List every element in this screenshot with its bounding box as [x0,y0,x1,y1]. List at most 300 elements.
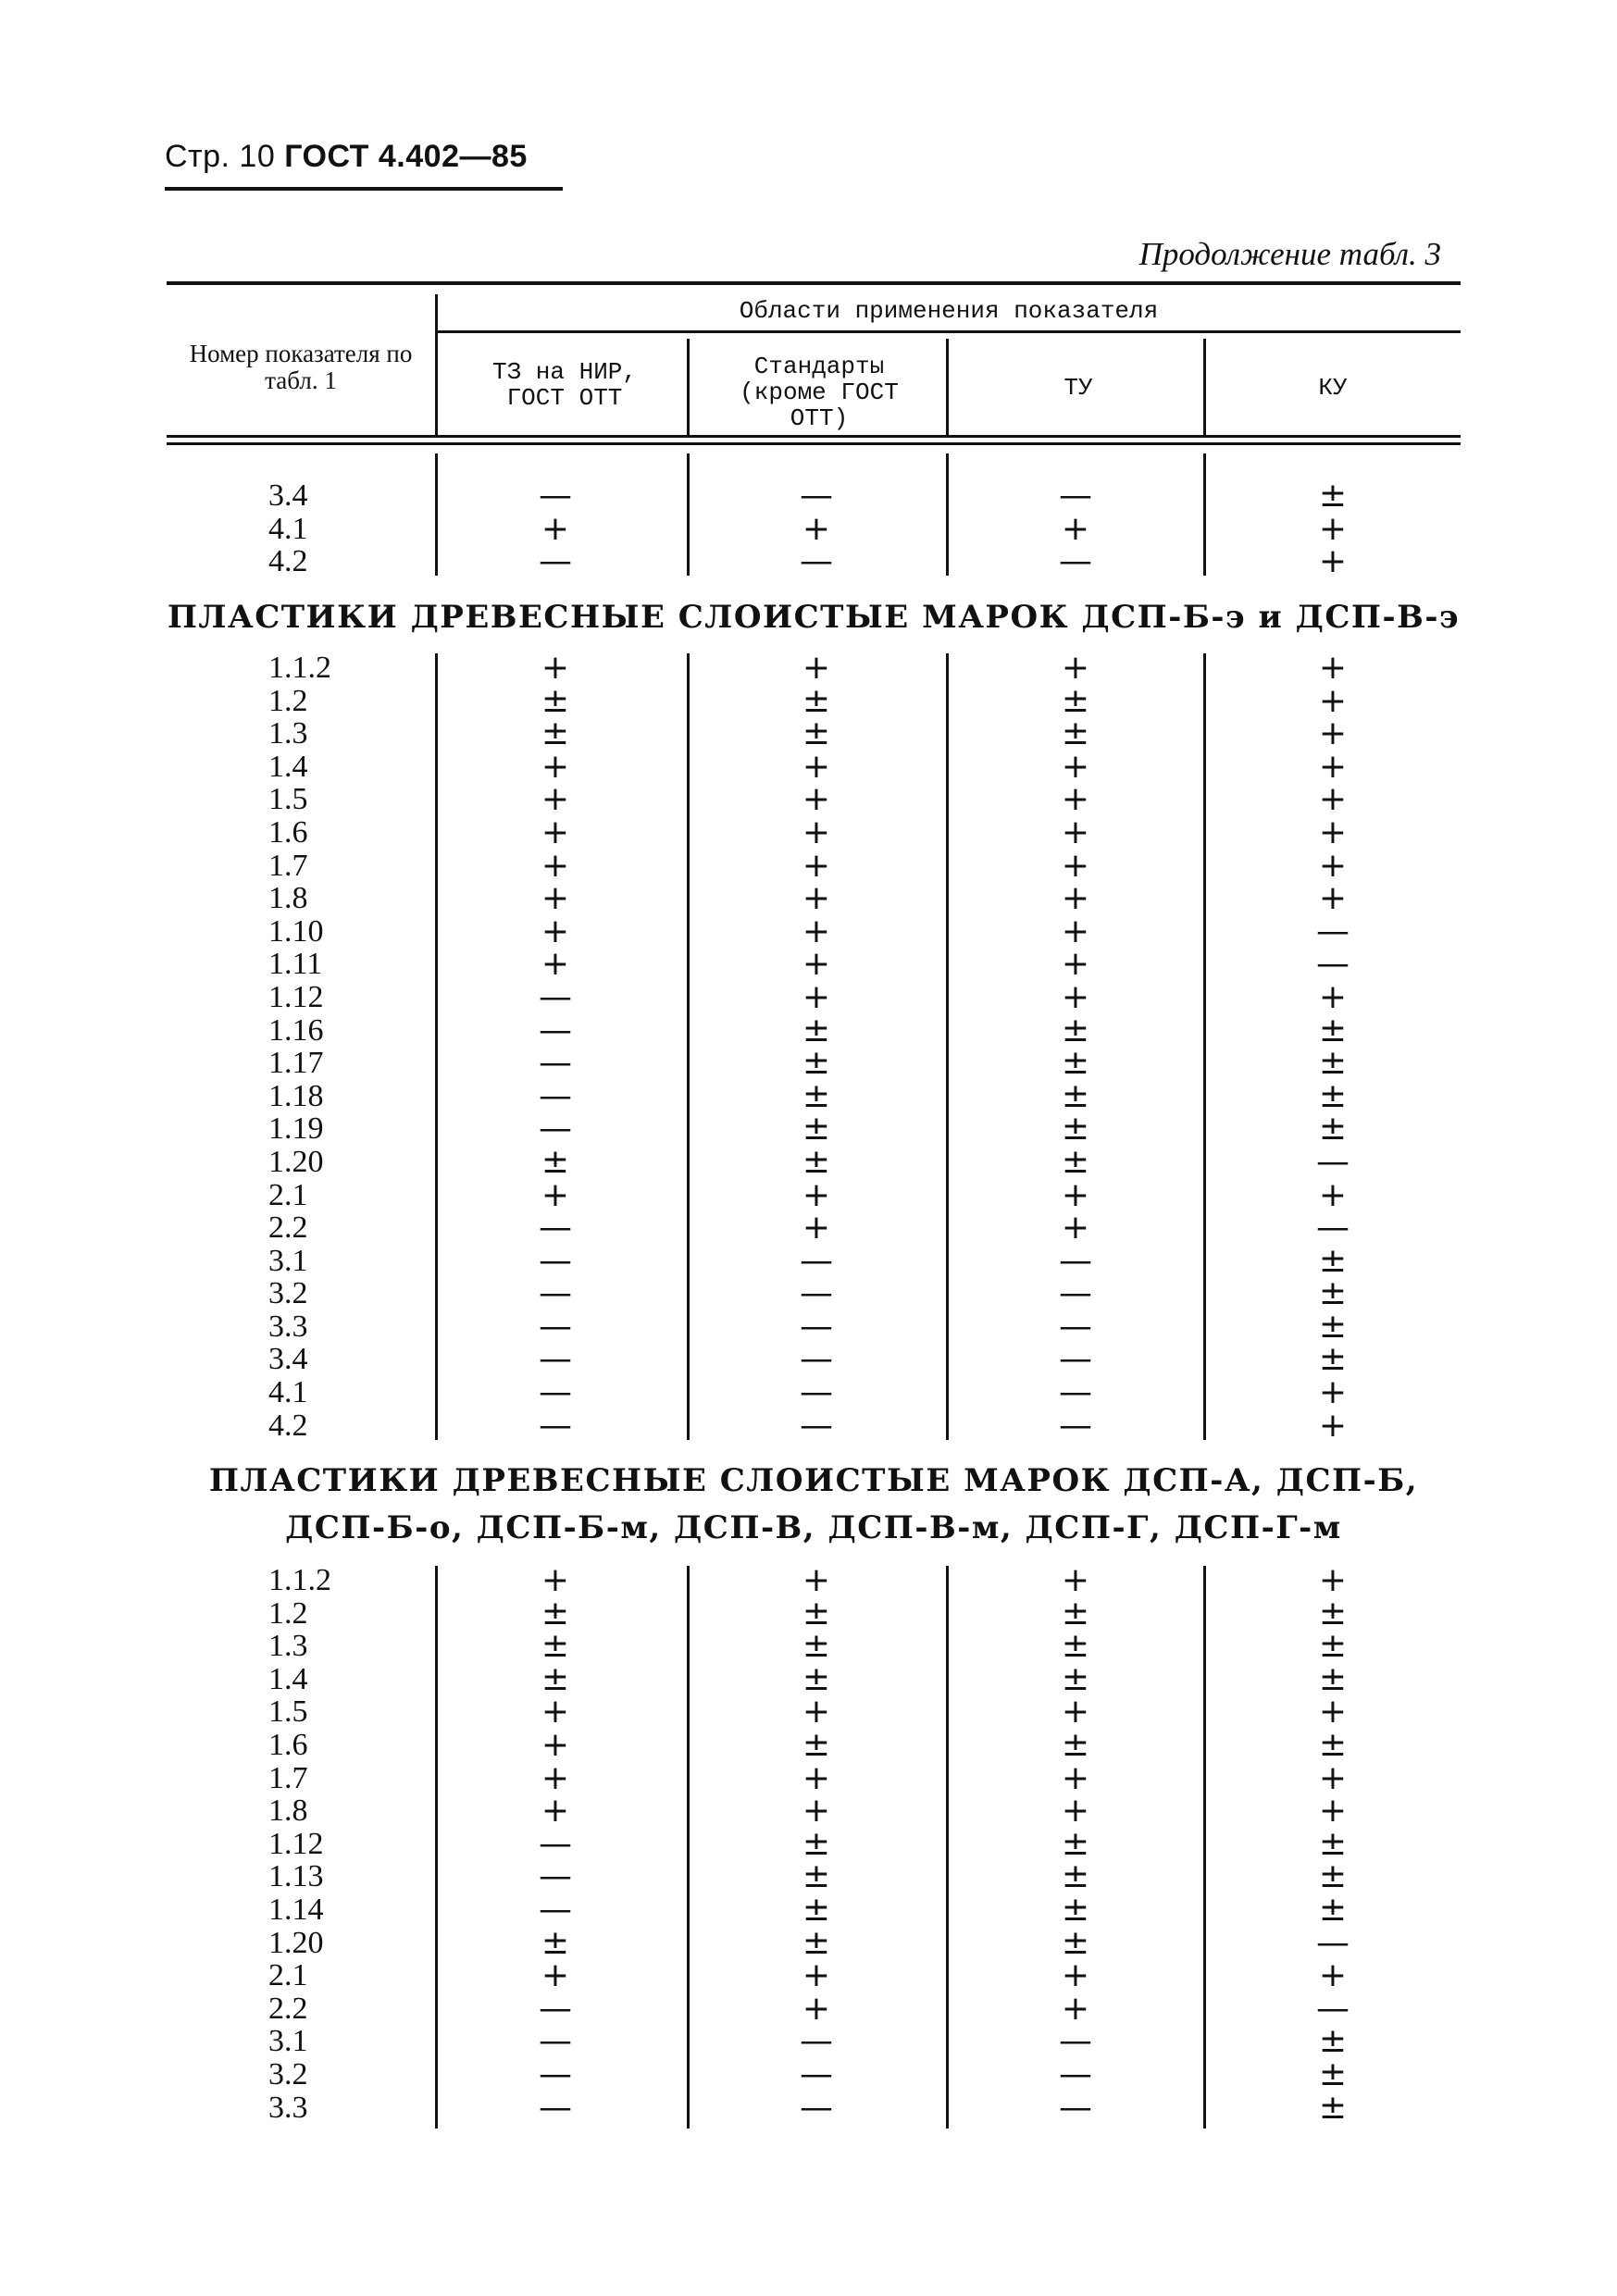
sec0-vline-4 [1203,453,1206,576]
value-tz: ± [541,1594,570,1632]
value-ku: + [1318,714,1348,753]
value-standards: + [802,813,831,851]
table-row [167,649,1461,687]
value-standards: — [800,1373,833,1412]
table-row [167,846,1461,885]
indicator-number: 1.3 [268,716,308,751]
section-dsp-be [167,649,1461,1445]
col-header-ku: КУ [1318,374,1348,402]
value-tz: + [541,813,570,851]
value-tu: ± [1061,1076,1090,1115]
section-title-dsp-be: ПЛАСТИКИ ДРЕВЕСНЫЕ СЛОИСТЫЕ МАРОК ДСП-Б-э и ДСП-В-э [167,599,1461,636]
table-row [167,1594,1461,1632]
value-tz: + [541,1693,570,1731]
indicator-number: 1.17 [268,1046,324,1081]
indicator-number: 1.10 [268,913,324,949]
value-standards: ± [802,1627,831,1666]
col-index-header: Номер показателя по табл. 1 [189,340,413,394]
value-tz: — [539,1241,572,1280]
value-tz: + [541,879,570,918]
value-tz: + [541,912,570,950]
value-ku: + [1318,977,1348,1016]
group-header: Области применения показателя [739,297,1159,325]
value-tz: — [539,977,572,1016]
sec0-vline-3 [946,453,949,576]
value-ku: ± [1318,1110,1348,1148]
table-row [167,1792,1461,1831]
indicator-number: 3.3 [268,1309,308,1344]
value-tz: + [541,1725,570,1764]
indicator-number: 1.14 [268,1892,324,1927]
value-tz: — [539,1307,572,1346]
col-header-standards: Стандарты (кроме ГОСТ ОТТ) [740,353,899,432]
value-standards: + [802,780,831,819]
value-ku: ± [1318,1824,1348,1863]
value-ku: — [1316,1989,1350,2028]
indicator-number: 1.5 [268,782,308,817]
value-tu: ± [1061,681,1090,720]
value-standards: + [802,1175,831,1214]
value-standards: ± [802,1824,831,1863]
indicator-number: 1.7 [268,1760,308,1795]
value-tz: ± [541,681,570,720]
value-ku: — [1316,912,1350,950]
indicator-number: 3.4 [268,1342,308,1377]
value-tu: + [1061,509,1090,548]
table-row [167,681,1461,720]
head-vline-2 [687,339,690,435]
indicator-number: 1.20 [268,1925,324,1960]
value-standards: + [802,1561,831,1599]
table-row [167,1112,1461,1146]
value-tz: + [541,1561,570,1599]
header-rule [165,187,563,191]
indicator-number: 1.1.2 [268,651,331,685]
value-tu: ± [1061,1890,1090,1929]
value-standards: + [802,945,831,984]
table-row [167,1044,1461,1083]
table-row [167,1890,1461,1929]
table-row [167,1011,1461,1049]
value-tu: — [1059,1406,1092,1445]
value-tu: ± [1061,1627,1090,1666]
indicator-number: 1.6 [268,1727,308,1762]
value-tu: + [1061,649,1090,687]
value-standards: ± [802,1594,831,1632]
value-ku: + [1318,879,1348,918]
table-row [167,1340,1461,1379]
value-ku: — [1316,1209,1350,1247]
indicator-number: 2.1 [268,1177,308,1212]
value-standards: ± [802,1011,831,1049]
value-tu: + [1061,1209,1090,1247]
indicator-number: 4.1 [268,511,308,546]
value-ku: + [1318,681,1348,720]
indicator-number: 2.1 [268,1958,308,1993]
col-header-tu: ТУ [1063,374,1093,402]
value-tz: — [539,1406,572,1445]
indicator-number: 1.2 [268,683,308,718]
table-top-rule [167,281,1461,285]
value-ku: ± [1318,1011,1348,1049]
value-tz: + [541,945,570,984]
value-ku: ± [1318,1890,1348,1929]
table-row [167,945,1461,984]
value-standards: ± [802,714,831,753]
value-tz: + [541,1175,570,1214]
sec2-vline-4 [1203,1566,1206,2128]
standard-code: ГОСТ 4.402—85 [284,139,528,174]
value-ku: ± [1318,1274,1348,1313]
table-row [167,542,1461,581]
value-tu: — [1059,1274,1092,1313]
table-row [167,879,1461,918]
indicator-number: 1.16 [268,1012,324,1048]
value-standards: — [800,1274,833,1313]
value-tu: — [1059,2022,1092,2061]
value-standards: + [802,1693,831,1731]
indicator-number: 1.4 [268,749,308,784]
value-tz: ± [541,714,570,753]
value-standards: + [802,1792,831,1831]
sec2-vline-3 [946,1566,949,2128]
table-row [167,1406,1461,1445]
value-tu: ± [1061,1659,1090,1698]
value-standards: + [802,1758,831,1797]
value-ku: + [1318,1693,1348,1731]
value-tz: + [541,1758,570,1797]
value-tz: — [539,2054,572,2093]
table-row [167,1307,1461,1346]
table-row [167,1211,1461,1245]
value-ku: + [1318,542,1348,581]
col-header-tz: ТЗ на НИР, ГОСТ ОТТ [491,358,638,412]
indicator-number: 3.1 [268,1243,308,1278]
value-ku: + [1318,780,1348,819]
value-tu: + [1061,1758,1090,1797]
value-standards: + [802,879,831,918]
value-tz: — [539,1890,572,1929]
value-tu: ± [1061,1923,1090,1962]
value-ku: + [1318,1373,1348,1412]
sec0-vline-1 [435,453,438,576]
indicator-number: 3.4 [268,478,308,513]
value-tu: ± [1061,1110,1090,1148]
value-standards: — [800,2088,833,2127]
section-dsp-a [167,1561,1461,2127]
value-standards: + [802,912,831,950]
indicator-number: 1.11 [268,947,323,982]
indicator-number: 3.2 [268,1276,308,1311]
value-ku: ± [1318,1076,1348,1115]
table-row [167,714,1461,753]
sec1-vline-2 [687,653,690,1440]
value-ku: + [1318,1792,1348,1831]
value-standards: — [800,2022,833,2061]
continuation-note: Продолжение табл. 3 [1138,236,1441,272]
table-row [167,1076,1461,1115]
value-tz: + [541,780,570,819]
page-number: Стр. 10 [165,139,276,174]
table-row [167,1274,1461,1313]
section-continuation [167,477,1461,581]
head-vline-3 [946,339,949,435]
value-tz: + [541,509,570,548]
value-tu: ± [1061,1594,1090,1632]
table-row [167,1241,1461,1280]
value-ku: ± [1318,1659,1348,1698]
value-tz: ± [541,1142,570,1181]
indicator-number: 4.2 [268,544,308,579]
indicator-number: 1.7 [268,848,308,883]
value-ku: — [1316,945,1350,984]
value-tu: + [1061,1561,1090,1599]
table-row [167,2022,1461,2061]
indicator-number: 2.2 [268,1991,308,2026]
value-tz: + [541,649,570,687]
table-row [167,2054,1461,2093]
value-tu: — [1059,477,1092,515]
value-tz: + [541,846,570,885]
indicator-number: 1.1.2 [268,1563,331,1597]
table-row [167,509,1461,548]
value-ku: ± [1318,2054,1348,2093]
sec2-vline-1 [435,1566,438,2128]
value-standards: — [800,1241,833,1280]
value-standards: + [802,509,831,548]
sec1-vline-1 [435,653,438,1440]
value-tu: + [1061,846,1090,885]
value-tu: + [1061,912,1090,950]
value-tz: — [539,1209,572,1247]
value-standards: ± [802,1890,831,1929]
table-row [167,1956,1461,1995]
value-ku: + [1318,747,1348,786]
value-ku: + [1318,649,1348,687]
value-tu: ± [1061,1725,1090,1764]
value-standards: + [802,1209,831,1247]
value-tz: — [539,1274,572,1313]
value-tu: + [1061,1175,1090,1214]
value-standards: — [800,1307,833,1346]
value-standards: + [802,977,831,1016]
group-rule [435,330,1461,333]
value-standards: + [802,1956,831,1995]
indicator-number: 1.20 [268,1144,324,1179]
value-tu: + [1061,977,1090,1016]
table-row [167,780,1461,819]
value-standards: ± [802,1110,831,1148]
value-tu: ± [1061,1824,1090,1863]
value-ku: ± [1318,1627,1348,1666]
section-title-dsp-a-line1: ПЛАСТИКИ ДРЕВЕСНЫЕ СЛОИСТЫЕ МАРОК ДСП-А, ДСП-Б, [208,1462,1419,1499]
value-tz: — [539,1011,572,1049]
table-row [167,1659,1461,1698]
value-ku: + [1318,813,1348,851]
value-ku: ± [1318,1340,1348,1379]
table-row [167,1142,1461,1181]
table-head-rule-1 [167,435,1461,438]
value-tz: + [541,747,570,786]
indicator-number: 1.19 [268,1111,324,1147]
value-tu: ± [1061,1857,1090,1896]
table-row [167,1561,1461,1599]
indicator-number: 1.13 [268,1859,324,1894]
value-ku: + [1318,1561,1348,1599]
indicator-number: 1.12 [268,1826,324,1861]
value-ku: ± [1318,1307,1348,1346]
indicator-number: 4.1 [268,1375,308,1410]
value-standards: ± [802,1076,831,1115]
value-tu: + [1061,780,1090,819]
indicator-number: 1.5 [268,1694,308,1730]
value-tu: — [1059,1307,1092,1346]
indicator-number: 1.18 [268,1078,324,1113]
value-tu: — [1059,1340,1092,1379]
value-tz: — [539,1044,572,1083]
value-tu: — [1059,2088,1092,2127]
value-tz: — [539,2088,572,2127]
table-row [167,1857,1461,1896]
value-standards: ± [802,1857,831,1896]
indicator-number: 1.8 [268,881,308,916]
value-ku: ± [1318,1044,1348,1083]
value-ku: ± [1318,1241,1348,1280]
value-ku: — [1316,1142,1350,1181]
section-title-dsp-a-line2: ДСП-Б-о, ДСП-Б-м, ДСП-В, ДСП-В-м, ДСП-Г, ДСП-Г-м [285,1509,1342,1546]
value-standards: ± [802,1725,831,1764]
value-ku: — [1316,1923,1350,1962]
value-standards: + [802,649,831,687]
value-tu: + [1061,1792,1090,1831]
value-standards: ± [802,1923,831,1962]
value-tu: + [1061,945,1090,984]
value-tu: ± [1061,1011,1090,1049]
value-tu: ± [1061,1142,1090,1181]
value-standards: ± [802,681,831,720]
head-vline-1 [435,294,438,435]
indicator-number: 1.4 [268,1661,308,1696]
value-standards: + [802,747,831,786]
table-row [167,1725,1461,1764]
value-ku: ± [1318,2022,1348,2061]
table-row [167,1824,1461,1863]
indicator-number: 1.2 [268,1595,308,1631]
value-ku: + [1318,1406,1348,1445]
indicator-number: 3.2 [268,2056,308,2091]
value-tz: — [539,1824,572,1863]
indicator-number: 1.6 [268,814,308,850]
value-standards: — [800,477,833,515]
value-tz: + [541,1792,570,1831]
value-tu: + [1061,879,1090,918]
head-vline-4 [1203,339,1206,435]
value-ku: + [1318,1175,1348,1214]
table-row [167,912,1461,950]
value-tz: — [539,1373,572,1412]
value-tz: ± [541,1659,570,1698]
value-tu: ± [1061,1044,1090,1083]
value-tu: + [1061,1693,1090,1731]
table-head-rule-2 [167,442,1461,445]
page-header [165,139,528,175]
table-row [167,1373,1461,1412]
value-tz: — [539,1857,572,1896]
value-tu: ± [1061,714,1090,753]
table-row [167,1758,1461,1797]
value-ku: + [1318,1758,1348,1797]
value-standards: + [802,846,831,885]
indicator-number: 1.3 [268,1629,308,1664]
value-tu: + [1061,1989,1090,2028]
value-standards: ± [802,1659,831,1698]
table-row [167,1989,1461,2028]
value-ku: + [1318,846,1348,885]
table-row [167,813,1461,851]
table-row [167,747,1461,786]
value-ku: + [1318,509,1348,548]
sec2-vline-2 [687,1566,690,2128]
table-row [167,1695,1461,1729]
value-ku: ± [1318,2088,1348,2127]
indicator-number: 1.12 [268,979,324,1014]
value-ku: ± [1318,1857,1348,1896]
value-standards: ± [802,1142,831,1181]
indicator-number: 3.3 [268,2090,308,2125]
value-standards: — [800,1340,833,1379]
table-row [167,1923,1461,1962]
value-tz: ± [541,1923,570,1962]
value-tu: — [1059,2054,1092,2093]
value-tz: — [539,2022,572,2061]
sec1-vline-4 [1203,653,1206,1440]
value-tu: — [1059,542,1092,581]
value-tu: — [1059,1241,1092,1280]
indicator-number: 4.2 [268,1408,308,1443]
value-tu: + [1061,747,1090,786]
value-ku: + [1318,1956,1348,1995]
value-tu: — [1059,1373,1092,1412]
value-standards: ± [802,1044,831,1083]
value-tz: + [541,1956,570,1995]
value-tz: — [539,1076,572,1115]
indicator-number: 3.1 [268,2024,308,2059]
value-standards: — [800,1406,833,1445]
value-tz: — [539,542,572,581]
value-ku: ± [1318,1725,1348,1764]
value-tz: — [539,1989,572,2028]
sec1-vline-3 [946,653,949,1440]
table-row [167,977,1461,1016]
table-row [167,1627,1461,1666]
indicator-number: 2.2 [268,1210,308,1246]
indicator-number: 1.8 [268,1793,308,1829]
value-standards: + [802,1989,831,2028]
value-tz: — [539,1340,572,1379]
value-standards: — [800,542,833,581]
value-standards: — [800,2054,833,2093]
table-row [167,479,1461,513]
table-row [167,1175,1461,1214]
value-tu: + [1061,1956,1090,1995]
table-row [167,2088,1461,2127]
value-tz: — [539,1110,572,1148]
value-ku: ± [1318,477,1348,515]
value-tz: — [539,477,572,515]
value-tz: ± [541,1627,570,1666]
value-tu: + [1061,813,1090,851]
sec0-vline-2 [687,453,690,576]
